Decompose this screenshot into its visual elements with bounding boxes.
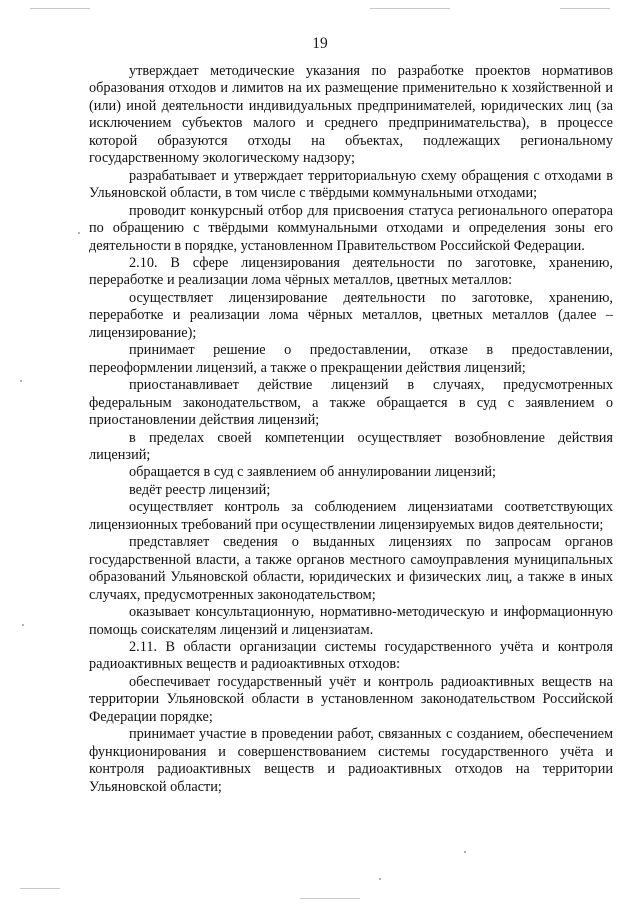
scan-artifact xyxy=(22,624,24,626)
scan-artifact xyxy=(464,851,466,853)
paragraph: обеспечивает государственный учёт и контроль радиоактивных веществ на территории Ульяновской области в установленном законодательством Российской Федерации порядке; xyxy=(89,673,613,725)
scan-artifact xyxy=(20,380,22,382)
scan-artifact xyxy=(20,888,60,889)
paragraph: осуществляет лицензирование деятельности по заготовке, хранению, переработке и реализации лома чёрных металлов, цветных металлов (далее – лицензирование); xyxy=(89,289,613,341)
paragraph: утверждает методические указания по разработке проектов нормативов образования отходов и лимитов на их размещение применительно к хозяйственной и (или) иной деятельности индивидуальных предпринимателей, юридических лиц (за исключением субъектов малого и среднего предпринимательства), в процессе которой образуются отходы на объектах, подлежащих региональному государственному экологическому надзору; xyxy=(89,63,613,167)
paragraph: осуществляет контроль за соблюдением лицензиатами соответствующих лицензионных требований при осуществлении лицензируемых видов деятельности; xyxy=(89,499,613,533)
document-body xyxy=(89,63,613,796)
paragraph: обращается в суд с заявлением об аннулировании лицензий; xyxy=(129,464,496,481)
paragraph: в пределах своей компетенции осуществляет возобновление действия лицензий; xyxy=(89,429,613,463)
paragraph: оказывает консультационную, нормативно-методическую и информационную помощь соискателям лицензий и лицензиатам. xyxy=(89,604,613,638)
scan-artifact xyxy=(560,8,610,9)
section-heading-2-10: 2.10. В сфере лицензирования деятельности по заготовке, хранению, переработке и реализации лома чёрных металлов, цветных металлов: xyxy=(89,254,613,289)
scan-artifact xyxy=(30,8,90,9)
paragraph: принимает участие в проведении работ, связанных с созданием, обеспечением функционирования и совершенствованием системы государственного учёта и контроля радиоактивных веществ и радиоактивных отходов на территории Ульяновской области; xyxy=(89,726,613,795)
page-number: 19 xyxy=(312,35,328,52)
paragraph: проводит конкурсный отбор для присвоения статуса регионального оператора по обращению с твёрдыми коммунальными отходами и определения зоны его деятельности в порядке, установленном Правительством Российской Федерации. xyxy=(89,202,613,254)
paragraph: принимает решение о предоставлении, отказе в предоставлении, переоформлении лицензий, а также о прекращении действия лицензий; xyxy=(89,342,613,376)
paragraph: приостанавливает действие лицензий в случаях, предусмотренных федеральным законодательством, а также обращается в суд с заявлением о приостановлении действия лицензий; xyxy=(89,377,613,429)
scan-artifact xyxy=(78,232,80,234)
paragraph: разрабатывает и утверждает территориальную схему обращения с отходами в Ульяновской области, в том числе с твёрдыми коммунальными отходами; xyxy=(89,167,613,202)
paragraph: представляет сведения о выданных лицензиях по запросам органов государственной власти, а также органов местного самоуправления муниципальных образований Ульяновской области, юридических и физических лиц, а также в иных случаях, предусмотренных законодательством; xyxy=(89,534,613,603)
scan-artifact xyxy=(370,8,450,9)
paragraph: ведёт реестр лицензий; xyxy=(129,481,271,498)
scan-artifact xyxy=(300,898,360,899)
scan-artifact xyxy=(379,878,381,880)
section-heading-2-11: 2.11. В области организации системы государственного учёта и контроля радиоактивных веществ и радиоактивных отходов: xyxy=(89,638,613,673)
